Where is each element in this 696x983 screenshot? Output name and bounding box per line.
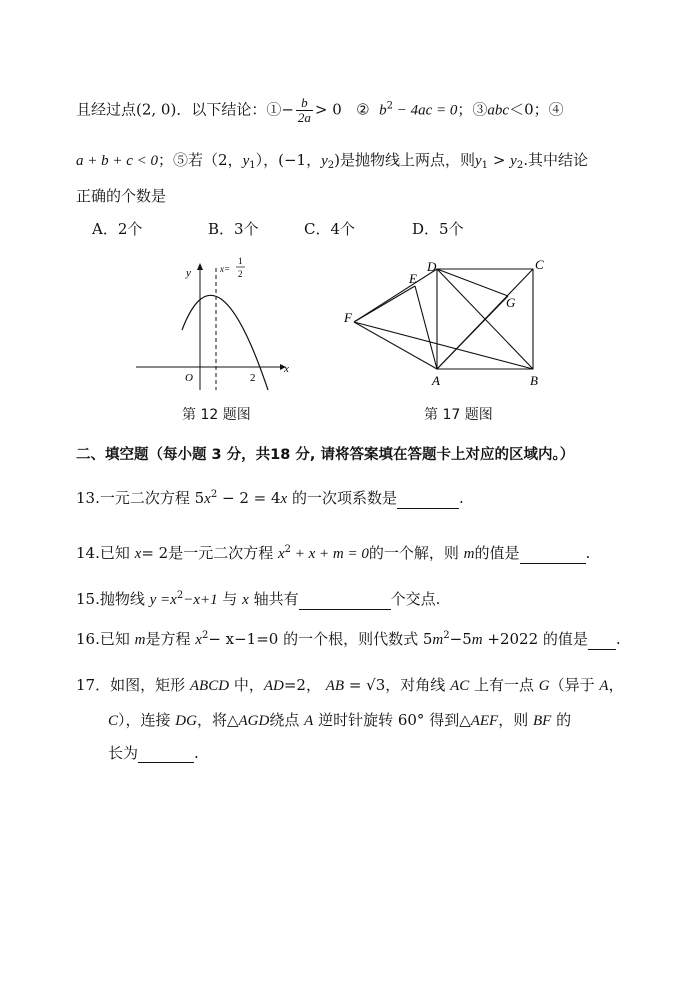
question-13: 13.一元二次方程 $5x^2 - 2 = 4x$ 的一次项系数是 . — [76, 489, 464, 507]
question-17-line2: C），连接 DG，将△AGD绕点 A 逆时针旋转 60° 得到△AEF，则 BF 的 — [108, 711, 572, 729]
segment-ae — [415, 286, 437, 369]
y-axis-arrow — [197, 263, 203, 270]
figure-12-parabola — [128, 250, 298, 400]
option-c: C．4个 — [304, 220, 356, 238]
fraction: $\frac{b}{2a}$ — [297, 95, 311, 125]
figure-17-caption: 第 17 题图 — [424, 407, 493, 423]
label-b: B — [530, 373, 538, 388]
label-f: F — [344, 310, 352, 325]
segment-fa — [354, 322, 437, 369]
question-14: 14.已知 x= 2是一元二次方程 $x^2 + x + m = 0$的一个解，则 m的值是 . — [76, 544, 591, 562]
question-15: 15.抛物线 $y =x^2-x+1$ 与 x 轴共有 个交点. — [76, 590, 441, 608]
option-a: A．2个 — [92, 220, 143, 238]
symmetry-den: 2 — [238, 269, 243, 279]
label-g: G — [506, 295, 516, 310]
option-b: B．3个 — [208, 220, 259, 238]
symmetry-num: 1 — [238, 256, 243, 266]
figure-12-caption: 第 12 题图 — [182, 407, 251, 423]
figure-17-geometry — [340, 254, 550, 394]
answer-blank[interactable] — [299, 593, 391, 610]
question-16: 16.已知 m是方程 $x^2- x-1=0$ 的一个根，则代数式 $5m^2-5m +2022$ 的值是 . — [76, 630, 621, 648]
label-e: E — [409, 271, 417, 286]
segment-dg — [437, 269, 508, 296]
q12-line2: a + b + c < 0；⑤若（2，$y_1$），(−1，$y_2$)是抛物线上两点，则$y_1 > y_2$.其中结论 — [76, 151, 588, 171]
question-17-line3: 长为 . — [108, 744, 199, 762]
axis-x-label: x — [284, 363, 289, 375]
q12-line1: 且经过点(2, 0)．以下结论：①− $\frac{b}{2a}$ > 0 ② $b^2 - 4ac = 0$；③abc＜0；④ — [76, 95, 564, 125]
option-d: D．5个 — [412, 220, 464, 238]
label-d: D — [427, 259, 437, 274]
segment-fd — [354, 269, 437, 322]
section-heading: 二、填空题（每小题 3 分，共18 分, 请将答案填在答题卡上对应的区域内。） — [76, 447, 575, 463]
symmetry-label: x= — [220, 264, 231, 274]
tick-2-label: 2 — [250, 372, 256, 384]
label-a: A — [432, 373, 440, 388]
answer-blank[interactable] — [588, 633, 616, 650]
answer-blank[interactable] — [520, 547, 586, 564]
answer-blank[interactable] — [138, 746, 194, 763]
q12-line3: 正确的个数是 — [76, 187, 167, 205]
origin-label: O — [185, 372, 193, 384]
answer-blank[interactable] — [397, 492, 459, 509]
axis-y-label: y — [186, 267, 191, 279]
question-17-line1: 17．如图，矩形 ABCD 中，AD=2， AB = √3，对角线 AC 上有一点 G（异于 A， — [76, 676, 624, 694]
label-c: C — [535, 257, 544, 272]
